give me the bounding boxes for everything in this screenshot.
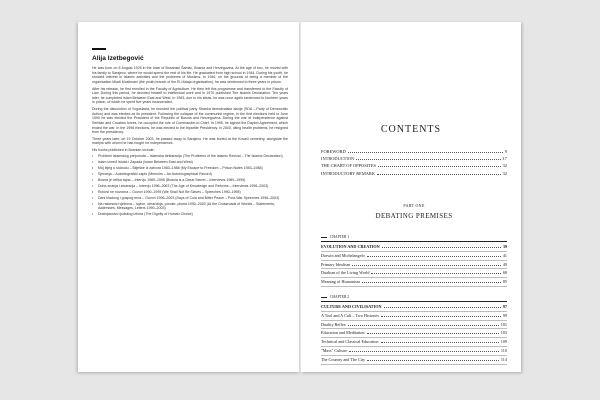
chapter-heading bbox=[321, 303, 507, 312]
chapter-entry-page: 114 bbox=[500, 357, 507, 363]
chapter-dash bbox=[321, 237, 327, 238]
dot-leader bbox=[371, 273, 500, 274]
chapter-entry-title: Technical and Classical Education bbox=[321, 339, 379, 345]
dot-leader bbox=[356, 159, 500, 160]
chapter-entry-page: 101 bbox=[500, 321, 507, 327]
dot-leader bbox=[348, 152, 503, 153]
dot-leader bbox=[378, 166, 501, 167]
chapter-rule bbox=[321, 241, 507, 242]
dot-leader bbox=[382, 247, 501, 248]
chapter-heading bbox=[321, 243, 507, 252]
book-item: • Doba znanja i stvaranja – Intervju 1996–2003 (The Age of Knowledge and Reforms – Interviews 1996–2003) bbox=[92, 184, 288, 189]
chapter-heading-page: 97 bbox=[502, 303, 507, 309]
chapter-entry-page: 49 bbox=[502, 261, 507, 267]
toc-entry-title: INTRODUCTION bbox=[321, 156, 355, 162]
chapter-entry-title: A Tool and A Cult – Two Histories bbox=[321, 312, 380, 318]
toc-entry bbox=[321, 170, 507, 177]
contents-title: CONTENTS bbox=[380, 124, 442, 135]
chapter-entry bbox=[321, 312, 507, 321]
chapter-entry-page: 68 bbox=[502, 270, 507, 276]
author-bio-section bbox=[92, 48, 288, 218]
chapter-entry bbox=[321, 347, 507, 356]
toc-entry-page: 17 bbox=[502, 156, 507, 162]
book-item: • Dostojanstvo ljudskog izbora (The Dignity of Human Choice) bbox=[92, 212, 288, 217]
dot-leader bbox=[348, 325, 499, 326]
chapter-entry bbox=[321, 269, 507, 278]
book-item: • Dani hladnog i gospog mira – Govori 1996–2003 (Days of Cold and Bitter Peace – Post-War Speeches 1996–2003) bbox=[92, 196, 288, 201]
book-list bbox=[92, 154, 288, 217]
chapter-heading-page: 39 bbox=[502, 243, 507, 249]
part-heading bbox=[321, 203, 507, 220]
bio-paragraph: After his release, he first enrolled in the Faculty of Agriculture. He then left this programme and transferred to the Faculty of Law. During this period, he devoted himself to intellectual work and in 1970 published The Islamic Declaration. Ten years later, he completed Islam Between East and West. In 1983, due to his ideas, he was once again sentenced to fourteen years in prison, of which he spent five years incarcerated. bbox=[92, 86, 288, 105]
dot-leader bbox=[367, 256, 501, 257]
dot-leader bbox=[377, 174, 501, 175]
dot-leader bbox=[367, 333, 499, 334]
chapter-entry-title: Duality Reflex bbox=[321, 321, 346, 327]
dot-leader bbox=[384, 307, 501, 308]
chapter-entry-title: "Mass" Culture bbox=[321, 348, 347, 354]
chapter-entry bbox=[321, 356, 507, 365]
chapter-2-block bbox=[321, 294, 507, 365]
book-item: • Islam izmeđ Istoka i Zapada (Islam Between East and West) bbox=[92, 160, 288, 165]
part-label: PART ONE bbox=[403, 203, 425, 208]
toc-entry bbox=[321, 162, 507, 169]
toc-entry-title: THE CHART OF OPPOSITES bbox=[321, 163, 376, 169]
bio-paragraph: During the dissolution of Yugoslavia, he founded the political party Stranka demokratske akcije (SDA – Party of Democratic Action) and was elected as its president. Following the collapse of the communist regime, in the first elections held in June 1990 he was elected the President of the Republic of Bosnia and Herzegovina. During the war of Independence against Serbian and Croatian forces, he occupied the role of Commander-in-Chief. In 1995, he signed the Dayton Agreement, which ended the war. In the 1996 elections, he was elected to the tripartite Presidency. In 2000, citing health problems, he resigned from the presidency. bbox=[92, 107, 288, 135]
book-item: • Robovi ne novcima – Govori 1990–1995 (We Shall Not Be Slaves – Speeches 1990–1995) bbox=[92, 190, 288, 195]
dot-leader bbox=[381, 316, 501, 317]
chapter-heading-title: EVOLUTION AND CREATION bbox=[321, 243, 380, 249]
chapter-entry-page: 110 bbox=[500, 348, 507, 354]
book-item: • Bosna je velika tajna – Intervju 1989–1995 (Bosnia is a Great Secret – Interviews 1989–1995) bbox=[92, 178, 288, 183]
author-biography bbox=[92, 66, 288, 146]
chapter-entry-title: Primary Idealism bbox=[321, 261, 350, 267]
author-name: Alija Izetbegović bbox=[92, 55, 144, 62]
chapter-entry-page: 99 bbox=[502, 312, 507, 318]
left-page bbox=[78, 22, 300, 372]
dot-leader bbox=[362, 282, 501, 283]
dot-leader bbox=[352, 265, 501, 266]
chapter-entry bbox=[321, 278, 507, 287]
chapter-entry-title: Education and Meditation bbox=[321, 330, 365, 336]
toc-entry-page: 32 bbox=[502, 170, 507, 176]
chapter-label bbox=[321, 294, 507, 300]
dot-leader bbox=[367, 360, 499, 361]
chapter-entry-page: 109 bbox=[500, 339, 507, 345]
chapter-entry-title: Darwin and Michelangelo bbox=[321, 252, 365, 258]
chapter-entry bbox=[321, 321, 507, 330]
chapter-label bbox=[321, 234, 507, 240]
chapter-entry-page: 103 bbox=[500, 330, 507, 336]
chapter-rule bbox=[321, 301, 507, 302]
toc-entry-title: FOREWORD bbox=[321, 149, 346, 154]
book-item: • Moj bijeg u slobodu – Bilješke iz zatvora 1983–1988 (My Escape to Freedom – Prison Notes 1983–1988) bbox=[92, 166, 288, 171]
chapter-entry-title: Meaning of Humanism bbox=[321, 279, 360, 285]
chapter-dash bbox=[321, 297, 327, 298]
chapter-entry-title: The Country and The City bbox=[321, 357, 366, 363]
dot-leader bbox=[349, 351, 499, 352]
toc-entry-page: 32 bbox=[502, 163, 507, 169]
book-item: • Na raskrsnici vjetrova – Izjave, obraćanja, poruke, pisma 1990–2003 (At the Crossroads of Worlds – Statements, Addresses, Messages, Letters 1990–2003) bbox=[92, 202, 288, 211]
chapter-heading-title: CULTURE AND CIVILISATION bbox=[321, 303, 382, 309]
books-intro: His books published in Bosnian include: bbox=[92, 148, 155, 153]
chapter-entry bbox=[321, 261, 507, 270]
bio-paragraph: Three years later, on 19 October 2003, he passed away in Sarajevo. He was buried at the Kovači cemetery, alongside the martyrs with whom he had fought for independence. bbox=[92, 136, 288, 146]
toc-entry bbox=[321, 155, 507, 162]
chapter-entry bbox=[321, 338, 507, 347]
part-title: DEBATING PREMISES bbox=[375, 212, 453, 220]
heading-rule bbox=[92, 48, 106, 50]
toc-entry-page: 9 bbox=[504, 149, 507, 154]
toc-entry-title: INTRODUCTORY REMARK bbox=[321, 170, 376, 176]
toc-entry bbox=[321, 148, 507, 155]
book-item: • Sjećanja – Autobiografski zapis (Memoirs – An Autobiographical Record) bbox=[92, 172, 288, 177]
right-page bbox=[301, 22, 521, 372]
chapter-label-text: CHAPTER 1 bbox=[330, 235, 350, 239]
chapter-entry-page: 85 bbox=[502, 279, 507, 285]
chapter-entry-title: Dualism of the Living World bbox=[321, 270, 370, 276]
chapter-label-text: CHAPTER 2 bbox=[330, 295, 350, 299]
book-item: • Problemi islamskog preporoda – Islamska deklaracija (The Problems of the Islamic Revival – The Islamic Declaration) bbox=[92, 154, 288, 159]
dot-leader bbox=[381, 342, 499, 343]
chapter-entry-page: 41 bbox=[502, 252, 507, 258]
chapter-entry bbox=[321, 329, 507, 338]
chapter-1-block bbox=[321, 234, 507, 287]
front-matter-toc bbox=[321, 148, 507, 177]
bio-paragraph: He was born on 8 August 1925 in the town of Bosanski Šamac, Bosnia and Herzegovina. At the age of two, he moved with his family to Sarajevo, where he would spend the rest of his life. He graduated from high school in 1944. During his youth, he showed interest in Islamic activities and the problems of Muslims. In 1946, on the grounds of being a member of the organisation Mladi Muslimani (the youth branch of the El-Hidaja organisation), he was sentenced to three years in prison. bbox=[92, 66, 288, 84]
chapter-entry bbox=[321, 252, 507, 261]
